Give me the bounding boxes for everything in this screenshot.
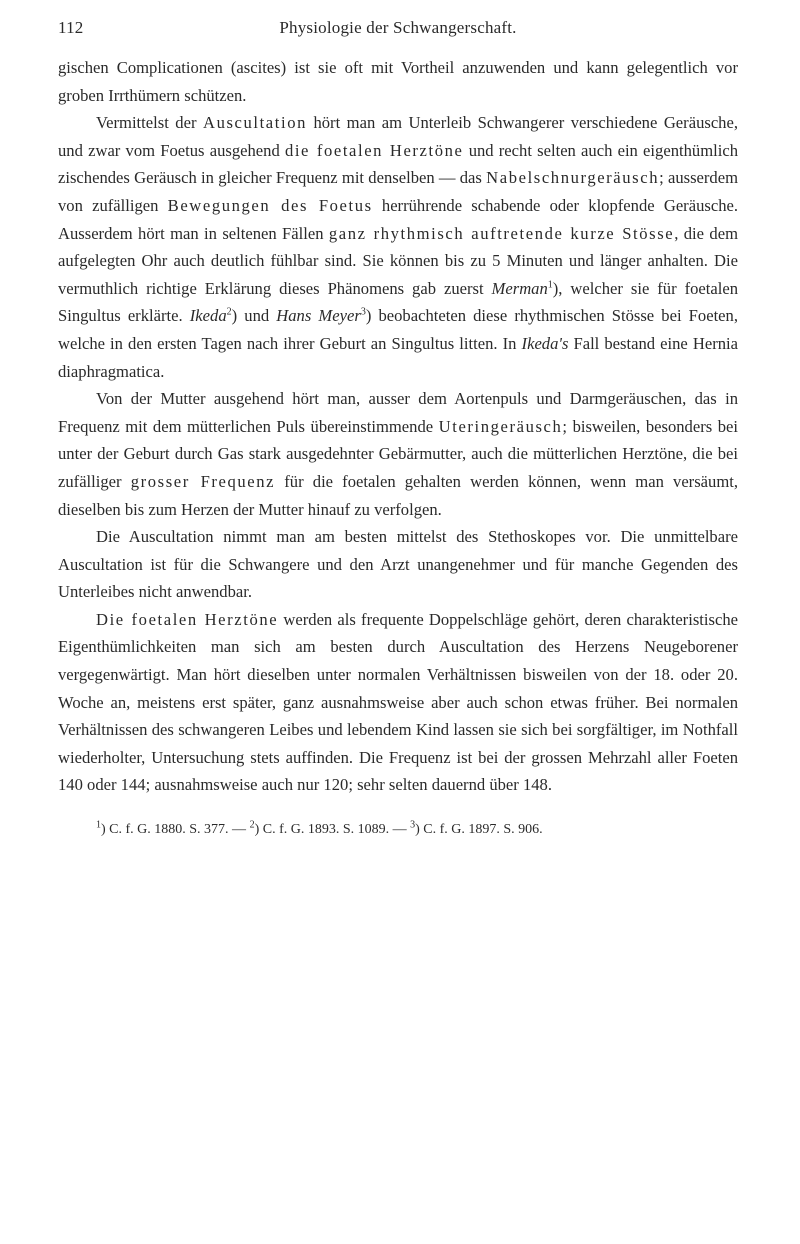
footnote-mark: 3 xyxy=(410,819,416,831)
text-run: Fall bestand eine Hernia diaphragmatica. xyxy=(58,333,738,381)
footnote-mark: 2 xyxy=(249,819,255,831)
spaced-term: Die foetalen Herztöne xyxy=(96,609,279,629)
text-run: ; ausserdem von zufälligen xyxy=(58,168,739,215)
text-run: für die foetalen gehalten werden können, wenn man versäumt, dieselben bis zum Herzen der Mutter hinauf zu verfolgen. xyxy=(58,471,738,519)
spaced-term: Nabelschnurgeräusch xyxy=(486,168,660,188)
footnote-ref: 3 xyxy=(360,306,366,318)
paragraph-maternal-sounds xyxy=(58,385,738,523)
book-page xyxy=(58,0,738,841)
running-title: Physiologie der Schwangerschaft. xyxy=(279,18,517,37)
spaced-term: Auscultation xyxy=(202,113,307,133)
spaced-term: die foetalen Herztöne xyxy=(284,140,464,160)
text-run: Von der Mutter ausgehend hört man, ausser dem Aortenpuls und Darmgeräuschen, das in Frequenz mit dem mütterlichen Puls übereinstimmende xyxy=(58,389,738,436)
text-run: werden als frequente Doppelschläge gehört, deren charakteristische Eigenthümlichkeiten man sich am besten durch Auscultation des Herzens Neugeborener vergegenwärtigt. Man hört dieselben unter normalen Verhältnissen bisweilen von der 18. oder 20. Woche an, meistens erst später, ganz ausnahmsweise aber auch schon etwas früher. Bei normalen Verhältnissen des schwangeren Leibes und lebendem Kind lassen sie sich bei sorgfältiger, im Nothfall wiederholter, Untersuchung stets auffinden. Die Frequenz ist bei der grossen Mehrzahl aller Foeten 140 oder 144; ausnahmsweise auch nur 120; sehr selten dauernd über 148. xyxy=(58,609,738,795)
footnote-text: ) C. f. G. 1880. S. 377. — xyxy=(101,822,250,838)
footnote-ref: 2 xyxy=(226,306,232,318)
spaced-term: grosser Frequenz xyxy=(130,471,276,491)
paragraph-stethoscope xyxy=(58,523,738,606)
text-run: ) beobachteten diese rhythmischen Stösse bei Foeten, welche in den ersten Tagen nach ihrer Geburt an Singultus litten. In xyxy=(58,306,738,353)
paragraph-heart-tones xyxy=(58,606,738,799)
text-run: , die dem aufgelegten Ohr auch deutlich fühlbar sind. Sie können bis zu 5 Minuten und länger anhalten. Die vermuthlich richtige Erklärung dieses Phänomens gab zuerst xyxy=(58,223,738,298)
author-name: Ikeda's xyxy=(521,333,569,353)
author-name: Ikeda xyxy=(189,306,227,326)
footnote-text: ) C. f. G. 1893. S. 1089. — xyxy=(254,822,411,838)
text-run: ) und xyxy=(231,306,277,326)
footnote-text: ) C. f. G. 1897. S. 906. xyxy=(415,822,543,838)
spaced-term: Bewegungen des Foetus xyxy=(167,195,373,215)
text-run: ), welcher sie für foetalen Singultus erklärte. xyxy=(58,278,738,326)
paragraph-auscultation xyxy=(58,109,738,385)
spaced-term: ganz rhythmisch auftretende kurze Stösse xyxy=(328,223,675,243)
text-run: und recht selten auch ein eigenthümlich zischendes Geräusch in gleicher Frequenz mit denselben — das xyxy=(58,140,738,188)
author-name: Merman xyxy=(491,278,548,298)
text-run: Vermittelst der xyxy=(96,113,203,133)
spaced-term: Uteringeräusch xyxy=(438,416,563,436)
page-number: 112 xyxy=(58,18,84,37)
footnotes xyxy=(58,819,738,841)
text-run: ; bisweilen, besonders bei unter der Geburt durch Gas stark ausgedehnter Gebärmutter, auch die mütterlichen Herztöne, die bei zufälliger xyxy=(58,416,738,491)
text-run: hört man am Unterleib Schwangerer verschiedene Geräusche, und zwar vom Foetus ausgehend xyxy=(58,113,738,160)
text-run: gischen Complicationen (ascites) ist sie oft mit Vortheil anzuwenden und kann gelegentlich vor groben Irrthümern schützen. xyxy=(58,58,738,105)
running-header xyxy=(58,10,738,50)
footnote-mark: 1 xyxy=(96,819,101,831)
text-run: Die Auscultation nimmt man am besten mittelst des Stethoskopes vor. Die unmittelbare Auscultation ist für die Schwangere und den Arzt unangenehmer und für manche Gegenden des Unterleibes nicht anwendbar. xyxy=(58,527,738,602)
body-text xyxy=(58,54,738,799)
text-run: herrührende schabende oder klopfende Geräusche. Ausserdem hört man in seltenen Fällen xyxy=(58,195,739,243)
paragraph-1 xyxy=(58,54,738,109)
footnote-ref: 1 xyxy=(547,279,553,291)
author-name: Hans Meyer xyxy=(276,306,361,326)
